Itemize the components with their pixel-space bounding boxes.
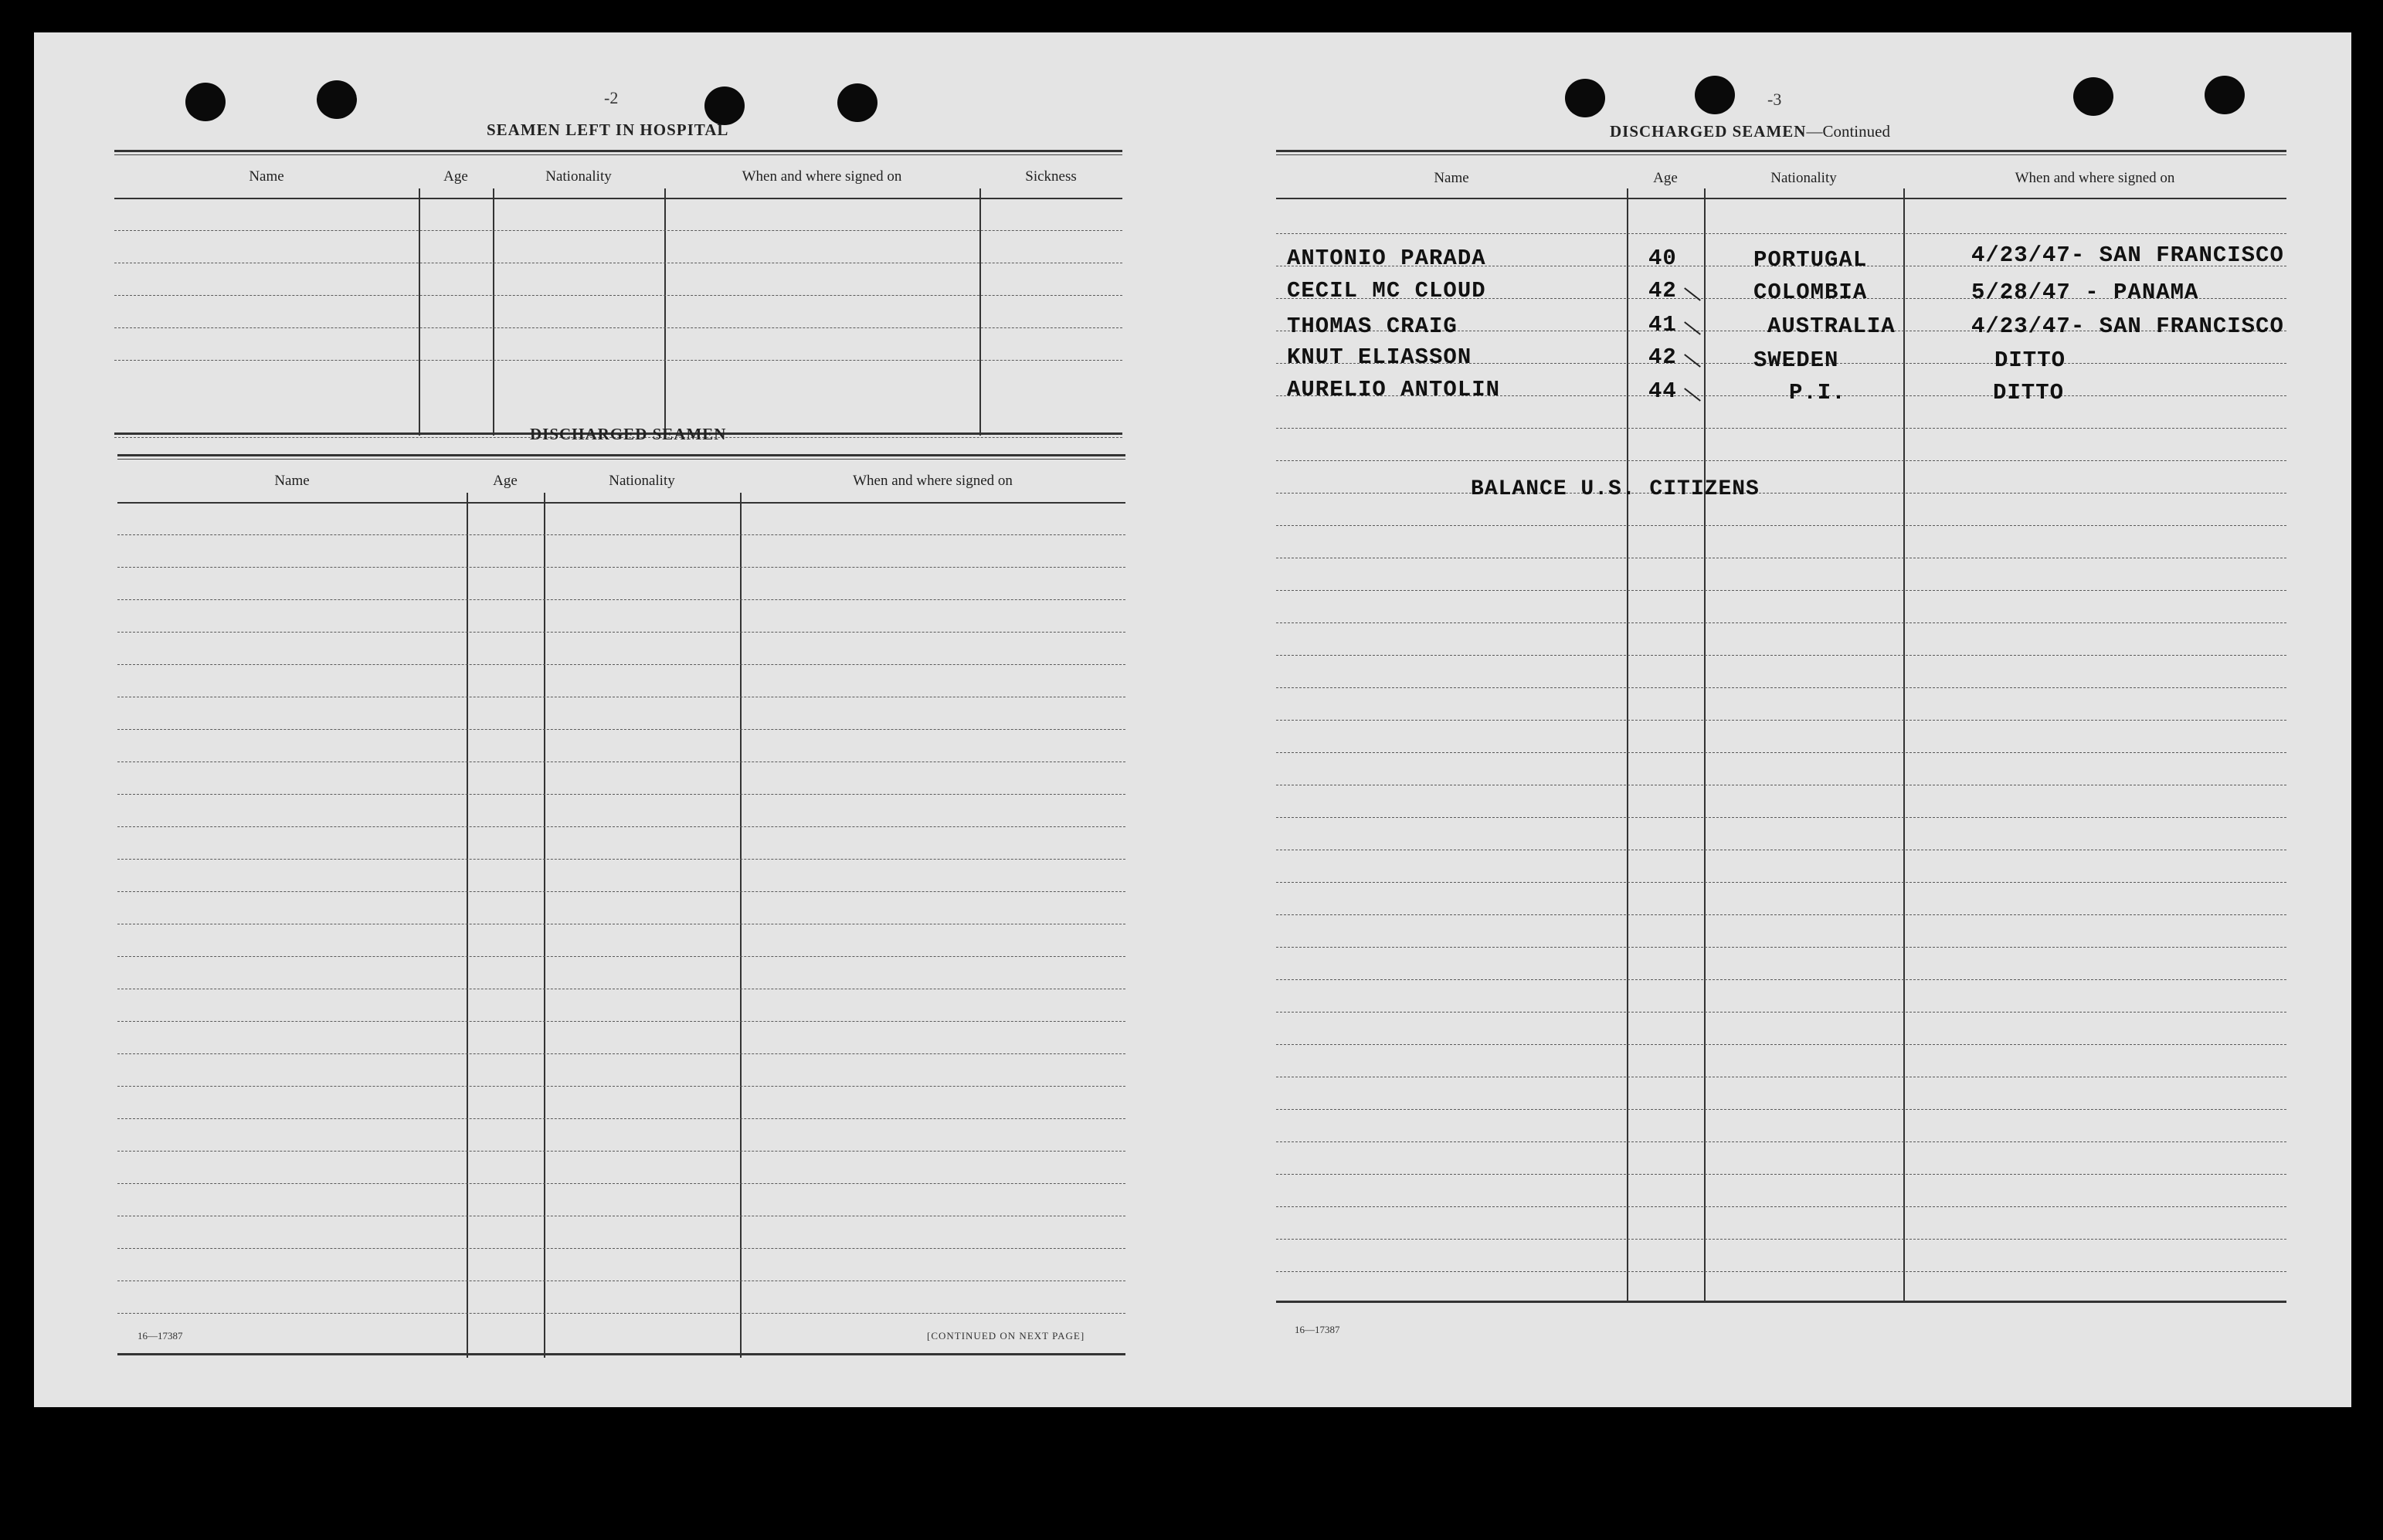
- seaman-nationality: SWEDEN: [1753, 348, 1839, 373]
- discharged-continued-title-main: DISCHARGED SEAMEN: [1610, 122, 1807, 141]
- discharged-continued-title-suffix: —Continued: [1806, 122, 1890, 141]
- seaman-name: CECIL MC CLOUD: [1287, 278, 1486, 304]
- check-mark: [1684, 388, 1701, 402]
- punch-hole: [185, 83, 226, 121]
- seaman-signed-on: DITTO: [1993, 380, 2065, 405]
- discharged-right-col-name: Name: [1434, 170, 1469, 186]
- form-code-left: 16—17387: [137, 1330, 183, 1342]
- hospital-section-title: SEAMEN LEFT IN HOSPITAL: [487, 120, 729, 139]
- discharged-left-col-name: Name: [274, 473, 310, 489]
- continued-note: [CONTINUED ON NEXT PAGE]: [927, 1330, 1085, 1342]
- discharged-right-col-signed-on: When and where signed on: [2015, 170, 2175, 186]
- hospital-col-signed-on: When and where signed on: [742, 168, 902, 185]
- discharged-right-col-age: Age: [1653, 170, 1678, 186]
- seaman-nationality: P.I.: [1789, 380, 1846, 405]
- form-code-right: 16—17387: [1295, 1324, 1340, 1335]
- hospital-col-sickness: Sickness: [1025, 168, 1077, 185]
- seaman-signed-on: 4/23/47- SAN FRANCISCO: [1971, 243, 2284, 268]
- seaman-name: AURELIO ANTOLIN: [1287, 377, 1501, 402]
- discharged-right-col-nationality: Nationality: [1770, 170, 1837, 186]
- seaman-signed-on: DITTO: [1994, 348, 2066, 373]
- seaman-age: 42: [1648, 344, 1677, 370]
- seaman-nationality: PORTUGAL: [1753, 247, 1868, 273]
- punch-hole: [2073, 77, 2113, 116]
- discharged-left-col-nationality: Nationality: [609, 473, 675, 489]
- punch-hole: [837, 83, 878, 122]
- seaman-nationality: COLOMBIA: [1753, 280, 1868, 305]
- seaman-nationality: AUSTRALIA: [1767, 314, 1896, 339]
- discharged-left-col-age: Age: [493, 473, 518, 489]
- page-number-right: -3: [1767, 90, 1782, 109]
- hospital-col-age: Age: [443, 168, 468, 185]
- discharged-table-left: [117, 454, 1125, 1365]
- punch-hole: [317, 80, 357, 119]
- seaman-signed-on: 4/23/47- SAN FRANCISCO: [1971, 314, 2284, 339]
- punch-hole: [2205, 76, 2245, 114]
- seaman-age: 40: [1648, 246, 1677, 271]
- discharged-continued-title: [1610, 122, 1890, 141]
- seaman-name: KNUT ELIASSON: [1287, 344, 1472, 370]
- balance-note: BALANCE U.S. CITIZENS: [1471, 477, 1760, 501]
- seaman-signed-on: 5/28/47 - PANAMA: [1971, 280, 2199, 305]
- discharged-section-title-left: DISCHARGED SEAMEN: [530, 425, 727, 443]
- check-mark: [1684, 321, 1701, 335]
- page-number-left: -2: [604, 88, 619, 107]
- punch-hole: [1695, 76, 1735, 114]
- discharged-left-col-signed-on: When and where signed on: [853, 473, 1013, 489]
- seaman-name: ANTONIO PARADA: [1287, 246, 1486, 271]
- seaman-age: 41: [1648, 312, 1677, 338]
- punch-hole: [1565, 79, 1605, 117]
- seaman-age: 44: [1648, 378, 1677, 404]
- seaman-name: THOMAS CRAIG: [1287, 314, 1458, 339]
- hospital-table: [114, 150, 1122, 443]
- check-mark: [1684, 287, 1701, 301]
- document-sheet: [34, 32, 2351, 1407]
- punch-hole: [704, 86, 745, 125]
- hospital-col-name: Name: [249, 168, 284, 185]
- discharged-table-right: [1276, 150, 2286, 1308]
- check-mark: [1684, 354, 1701, 368]
- seaman-age: 42: [1648, 278, 1677, 304]
- hospital-col-nationality: Nationality: [545, 168, 612, 185]
